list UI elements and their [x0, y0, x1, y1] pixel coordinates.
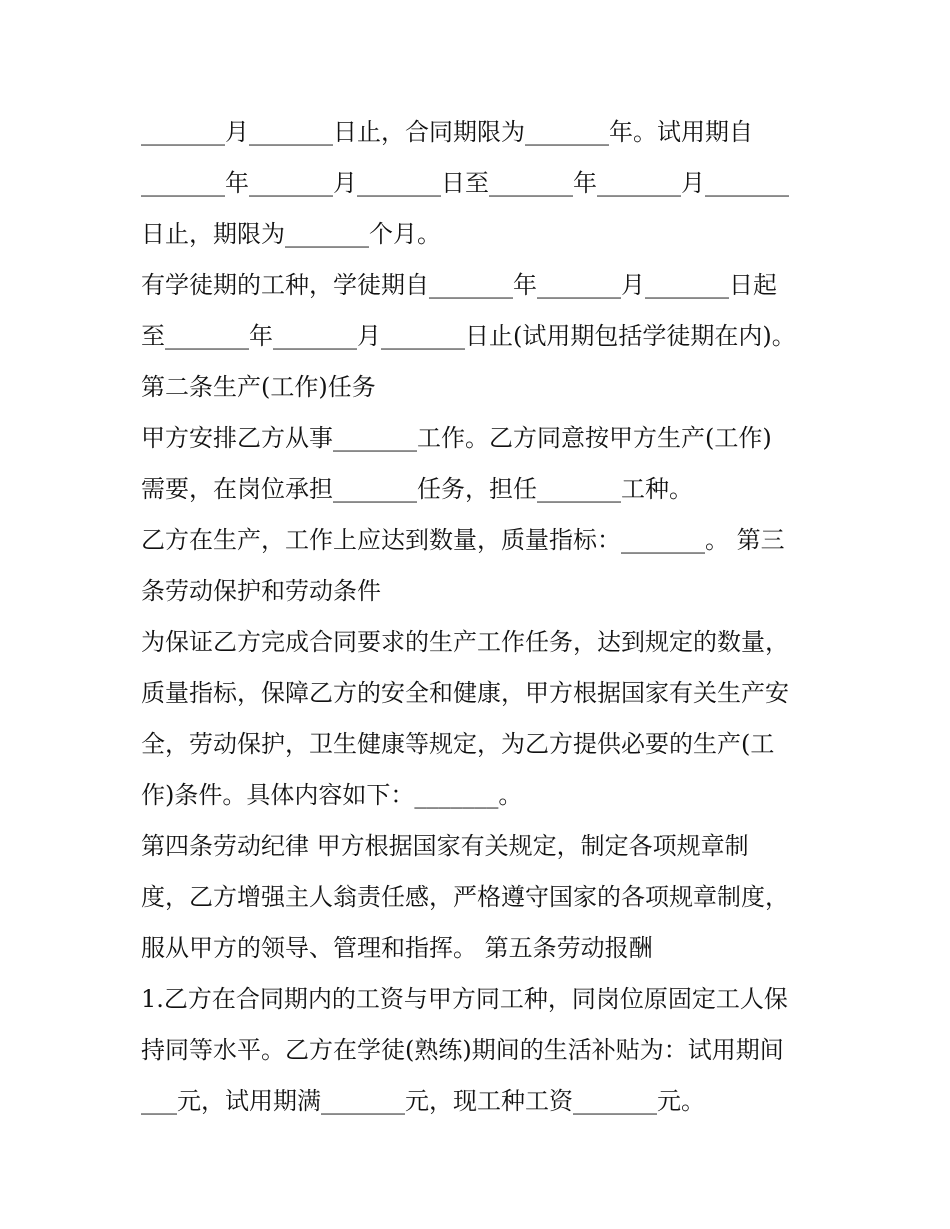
- text-line-19: 持同等水平。乙方在学徒(熟练)期间的生活补贴为：试用期间: [141, 1036, 784, 1064]
- text-line-1: _______月_______日止，合同期限为_______年。试用期自: [141, 118, 753, 146]
- text-line-16: 度，乙方增强主人翁责任感，严格遵守国家的各项规章制度，: [141, 883, 789, 911]
- text-line-17: 服从甲方的领导、管理和指挥。 第五条劳动报酬: [141, 934, 653, 962]
- section-heading-article-2: 第二条生产(工作)任务: [141, 373, 376, 401]
- text-line-12: 质量指标，保障乙方的安全和健康，甲方根据国家有关生产安: [141, 679, 789, 707]
- text-line-13: 全，劳动保护，卫生健康等规定，为乙方提供必要的生产(工: [141, 730, 775, 758]
- section-heading-article-4: 第四条劳动纪律 甲方根据国家有关规定，制定各项规章制: [141, 832, 749, 860]
- text-line-9: 乙方在生产，工作上应达到数量，质量指标：_______。 第三: [141, 526, 785, 554]
- text-line-5: 至_______年_______月_______日止(试用期包括学徒期在内)。: [141, 322, 796, 350]
- text-line-11: 为保证乙方完成合同要求的生产工作任务，达到规定的数量，: [141, 628, 789, 656]
- text-line-3: 日止，期限为_______个月。: [141, 220, 441, 248]
- text-line-7: 甲方安排乙方从事_______工作。乙方同意按甲方生产(工作): [141, 424, 772, 452]
- text-line-2: _______年_______月_______日至_______年_______月_______: [141, 169, 789, 197]
- text-line-4: 有学徒期的工种，学徒期自_______年_______月_______日起: [141, 271, 777, 299]
- text-line-14: 作)条件。具体内容如下：_______。: [141, 781, 523, 809]
- text-line-20: ___元，试用期满_______元，现工种工资_______元。: [141, 1087, 705, 1115]
- text-line-18: 1.乙方在合同期内的工资与甲方同工种，同岗位原固定工人保: [141, 985, 788, 1013]
- contract-text-block: [141, 107, 821, 1127]
- section-heading-article-3: 条劳动保护和劳动条件: [141, 577, 381, 605]
- text-line-8: 需要，在岗位承担_______任务，担任_______工种。: [141, 475, 693, 503]
